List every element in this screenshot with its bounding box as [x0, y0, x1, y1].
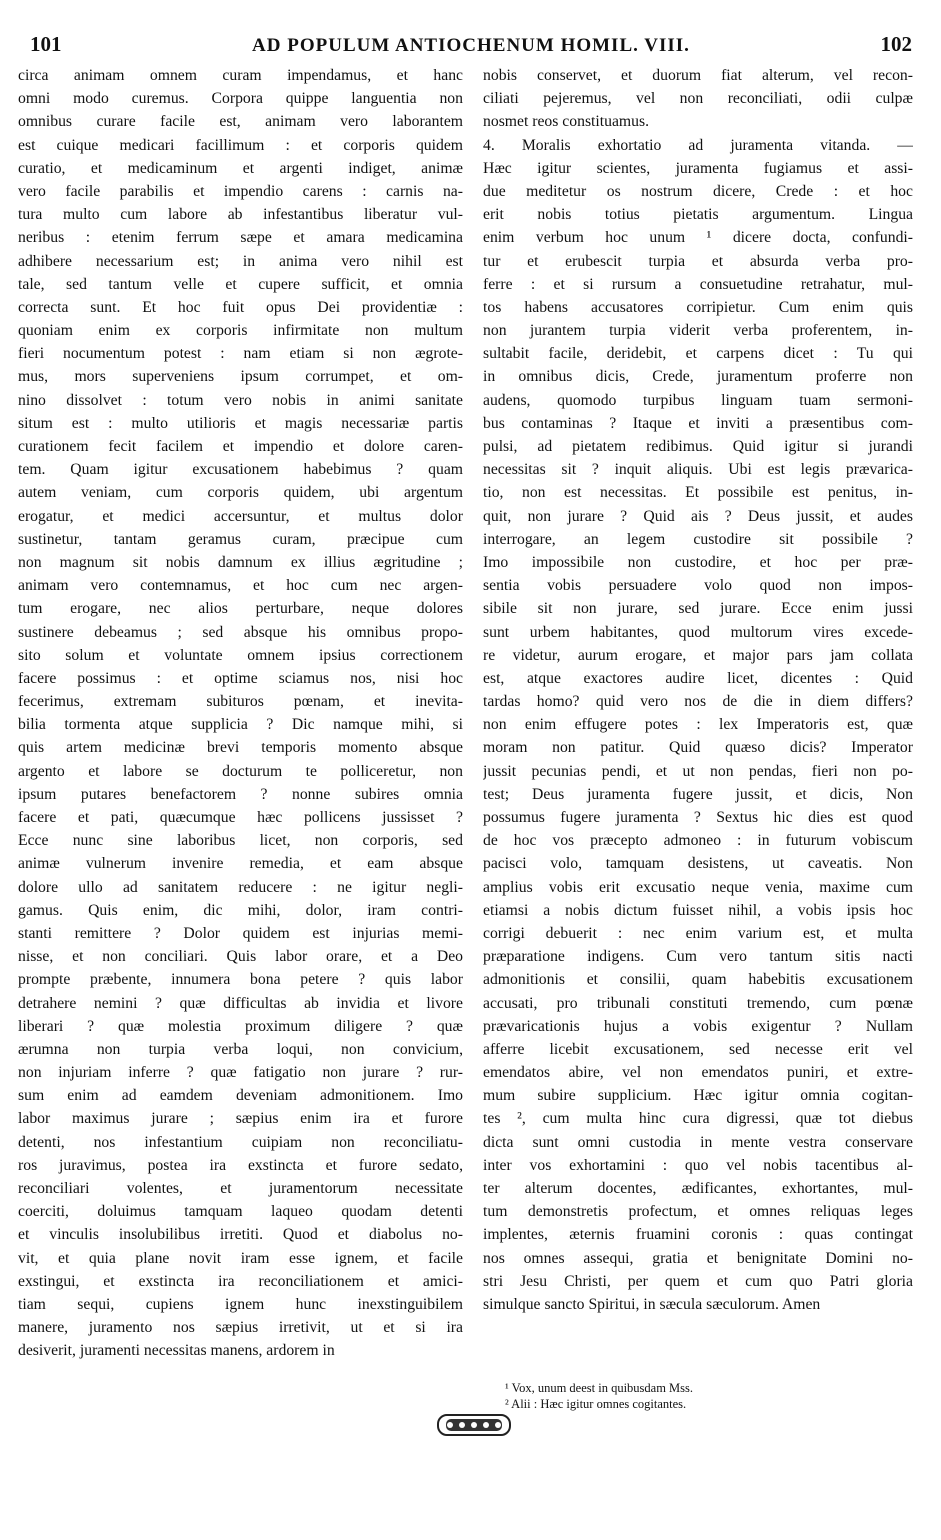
text-line: argento et labore se docturum te polliceretur, non — [18, 762, 463, 780]
text-line: curatio, et medicaminum et argenti indiget, animæ — [18, 159, 463, 177]
text-line: tos habens accusatores corripietur. Cum enim quis — [483, 298, 913, 316]
text-line: dicta sunt omni custodia in mente vestra conservare — [483, 1133, 913, 1151]
text-line: adhibere necessarium est; in anima vero nihil est — [18, 252, 463, 270]
text-line: stri Jesu Christi, per quem et cum quo Patri gloria — [483, 1272, 913, 1290]
text-line: correcta sunt. Et hoc fuit opus Dei providentiæ : — [18, 298, 463, 316]
footnotes — [505, 1380, 885, 1412]
text-line: sibile sit non jurare, sed jurare. Ecce enim jussi — [483, 600, 913, 618]
text-line: tur et erubescit turpia et absurda verba pro- — [483, 252, 913, 270]
text-line: ferre : et si rursum a consuetudine retrahatur, mul- — [483, 275, 913, 293]
text-line: liberari ? quæ molestia proximum diligere ? quæ — [18, 1017, 463, 1035]
text-line: etiamsi a nobis dictum fuisset nihil, a vobis ipsis hoc — [483, 901, 913, 919]
text-line: tale, sed tantum velle et cupere sufficit, et omnia — [18, 275, 463, 293]
text-line: præparatione indigens. Cum vero tantum sitis nacti — [483, 948, 913, 966]
text-line: quit, non jurare ? Quid ais ? Deus jussit, et audes — [483, 507, 913, 525]
text-line: detenti, nos infestantium cuipiam non reconciliatu- — [18, 1133, 463, 1151]
text-line: implentes, æternis fruamini coronis : quas contingat — [483, 1226, 913, 1244]
running-header — [30, 32, 912, 60]
text-line: pulsi, ad pietatem redibimus. Quid igitur si jurandi — [483, 438, 913, 455]
text-line: curationem fecit facilem et impendio et dolore caren- — [18, 438, 463, 455]
text-line: sustinere debeamus ; sed absque his omnibus propo- — [18, 623, 463, 641]
text-line: nos omnes assequi, gratia et benignitate Domini no- — [483, 1249, 913, 1267]
text-line: interrogare, an legem custodire sit possibile ? — [483, 530, 913, 548]
text-line: sunt urbem habitantes, quod multorum vires excede- — [483, 623, 913, 641]
text-line: bus contaminas ? Itaque et inviti a præsentibus com- — [483, 414, 913, 432]
text-line: est, atque exactores audire licet, dicentes : Quid — [483, 669, 913, 687]
text-columns — [18, 64, 912, 1404]
text-line: non injuriam inferre ? quæ fatigatio non jurare ? rur- — [18, 1064, 463, 1082]
text-line: de hoc vos præcepto admoneo : in futurum vobiscum — [483, 832, 913, 850]
text-line: tura multo cum labore ab infestantibus liberatur vul- — [18, 206, 463, 224]
text-line: tum erogare, nec alios perturbare, neque dolores — [18, 600, 463, 618]
text-line: nisse, et non conciliari. Quis labor orare, et a Deo — [18, 948, 463, 966]
text-line: tes ², cum multa hinc cura digressi, quæ tot diebus — [483, 1110, 913, 1128]
text-line: amplius vobis erit excusatio neque venia, maxime cum — [483, 878, 913, 896]
text-line: animæ vulnerum invenire remedia, et eam absque — [18, 855, 463, 873]
right-column — [483, 64, 913, 1316]
text-line: prompte præbente, innumera bona petere ? quis labor — [18, 971, 463, 989]
text-line: omnibus curare facile est, animam vero laborantem — [18, 113, 463, 131]
text-line: coerciti, doluimus tamquam laqueo quodam detenti — [18, 1203, 463, 1221]
text-line: emendatos abire, vel non emendatos puniri, et extre- — [483, 1064, 913, 1082]
text-line: sum enim ad eamdem deveniam admonitionem. Imo — [18, 1087, 463, 1105]
text-line: non enim effugere potes : lex Imperatoris est, quæ — [483, 716, 913, 734]
text-line: ærumna non turpia verba loqui, non convicium, — [18, 1040, 463, 1058]
printer-ornament-icon — [436, 1412, 512, 1438]
footnote: ¹ Vox, unum deest in quibusdam Mss. — [505, 1381, 694, 1395]
text-line: ipsum putares benefactorem ? nonne subires omnia — [18, 785, 463, 803]
text-line: circa animam omnem curam impendamus, et hanc — [18, 67, 463, 84]
text-line: facere possimus : et optime sciamus nos, nisi hoc — [18, 669, 463, 687]
text-line: mus, mors superveniens ipsum corrumpet, et om- — [18, 368, 463, 386]
text-line: nino dissolvet : totum vero nobis in animi sanitate — [18, 391, 463, 409]
text-line: corrigi debuerit : nec enim varium est, et multa — [483, 924, 913, 942]
left-column — [18, 64, 463, 1363]
text-line: dolore ullo ad sanitatem reducere : ne igitur negli- — [18, 878, 463, 896]
text-line: fieri nocumentum potest : nam etiam si non ægrote- — [18, 345, 463, 363]
text-line: neribus : etenim ferrum sæpe et amara medicamina — [18, 229, 463, 247]
text-line: mum subire supplicium. Hæc igitur omnia cogitan- — [483, 1087, 913, 1105]
text-line: sultabit facile, deridebit, et carpens dicet : Tu qui — [483, 345, 913, 363]
text-line: erogatur, et medici accersuntur, et multus dolor — [18, 507, 463, 525]
text-line: desiverit, juramenti necessitas manens, ardorem in — [18, 1342, 335, 1360]
text-line: reconciliari volentes, et juramentorum necessitate — [18, 1180, 463, 1197]
text-line: tiam sequi, cupiens ignem hunc inexstinguibilem — [18, 1295, 463, 1313]
text-line: Ecce nunc sine laboribus licet, non corporis, sed — [18, 832, 463, 850]
text-line: sentia vobis persuadere volo quod non impos- — [483, 577, 913, 595]
text-line: prævaricationis hujus a vobis exigentur ? Nullam — [483, 1017, 913, 1035]
text-line: tem. Quam igitur excusationem habebimus ? quam — [18, 461, 463, 479]
text-line: non magnum sit nobis damnum ex illius ægritudine ; — [18, 553, 463, 571]
text-line: due meditetur os nostrum dicere, Crede : et hoc — [483, 182, 913, 200]
text-line: necessitas sit ? inquit aliquis. Ubi est legis prævarica- — [483, 461, 913, 479]
running-title: AD POPULUM ANTIOCHENUM HOMIL. VIII. — [252, 35, 690, 56]
text-line: ter alterum docentes, ædificantes, exhortantes, mul- — [483, 1180, 913, 1197]
text-line: in omnibus dicis, Crede, juramentum proferre non — [483, 368, 913, 386]
text-line: manere, juramento nos sæpius irretivit, ut et si ira — [18, 1319, 463, 1337]
text-line: tardas homo? quid vero nos de die in diem differs? — [483, 693, 913, 711]
text-line: quis artem medicinæ brevi temporis momento absque — [18, 739, 463, 757]
text-line: nosmet reos constituamus. — [483, 113, 650, 131]
text-line: pacisci volo, tamquam desistens, ut caveatis. Non — [483, 855, 913, 873]
text-line: animam vero contemnamus, et hoc cum nec argen- — [18, 577, 463, 595]
text-line: fecerimus, extremam subituros pœnam, et inevita- — [18, 693, 463, 711]
text-line: vero facile parabilis et impendio carens : carnis na- — [18, 182, 463, 200]
text-line: stanti remittere ? Dolor quidem est injurias memi- — [18, 924, 463, 942]
text-line: simulque sancto Spiritui, in sæcula sæculorum. Amen — [483, 1295, 821, 1313]
text-line: sustinetur, tantam geramus curam, præcipue cum — [18, 530, 463, 548]
text-line: test; Deus juramenta fugere jussit, et dicis, Non — [483, 785, 913, 803]
text-line: enim verbum hoc unum ¹ dicere docta, confundi- — [483, 229, 913, 247]
text-line: bilia tormenta atque supplicia ? Dic namque mihi, si — [18, 716, 463, 734]
page-number-left: 101 — [30, 32, 62, 56]
text-line: Imo impossibile non custodire, et hoc per præ- — [483, 553, 913, 571]
text-line: vit, et quia plane novit iram esse ignem, et facile — [18, 1249, 463, 1267]
text-line: labor maximus jurare ; sæpius enim ira et furore — [18, 1110, 463, 1128]
text-line: moram non patitur. Quid quæso dicis? Imperator — [483, 739, 913, 757]
text-line: erit nobis totius pietatis argumentum. Lingua — [483, 206, 913, 224]
text-line: accusati, pro tribunali constituti tremendo, cum pœnæ — [483, 994, 913, 1012]
text-line: nobis conservet, et duorum fiat alterum, vel recon- — [483, 67, 913, 84]
text-line: situm est : multo utilioris et magis necessariæ partis — [18, 414, 463, 432]
text-line: detrahere nemini ? quæ difficultas ab invidia et livore — [18, 994, 463, 1012]
text-line: gamus. Quis enim, dic mihi, dolor, iram contri- — [18, 901, 463, 919]
text-line: et vinculis insolubilibus irretiti. Quod et diabolus no- — [18, 1226, 463, 1244]
text-line: admonitionis et consilii, quam habebitis excusationem — [483, 971, 913, 989]
text-line: non jurantem turpia viderit verba proferentem, in- — [483, 322, 913, 340]
text-line: facere et pati, quæcumque hæc pollicens jussisset ? — [18, 809, 463, 826]
text-line: quoniam enim ex corporis infirmitate non multum — [18, 322, 463, 340]
text-line: omni modo curemus. Corpora quippe languentia non — [18, 90, 463, 108]
text-line: possumus fugere juramenta ? Sextus hic dies est quod — [483, 809, 913, 826]
text-line: jussit pecunias pendi, et ut non pendas, fieri non po- — [483, 762, 913, 780]
footnote: ² Alii : Hæc igitur omnes cogitantes. — [505, 1397, 687, 1411]
text-line: 4. Moralis exhortatio ad juramenta vitanda. — — [483, 136, 913, 154]
text-line: ciliati pejeremus, vel non reconciliati, odii culpæ — [483, 90, 913, 108]
text-line: afferre licebit excusationem, sed necesse erit vel — [483, 1040, 913, 1058]
text-line: tum demonstretis profectum, et omnes reliquas leges — [483, 1203, 913, 1221]
text-line: exstingui, et exstincta ira reconciliationem et amici- — [18, 1272, 463, 1290]
text-line: Hæc igitur scientes, juramenta fugiamus et assi- — [483, 159, 913, 177]
text-line: est cuique medicari facillimum : et corporis quidem — [18, 136, 463, 154]
text-line: sito solum et voluntate omnem ipsius correctionem — [18, 646, 463, 664]
text-line: ros juravimus, postea ira exstincta et furore sedato, — [18, 1156, 463, 1174]
text-line: inter vos exhortamini : quo vel nobis tacentibus al- — [483, 1156, 913, 1174]
text-line: re videtur, aurum erogare, et major pars jam collata — [483, 646, 913, 664]
text-line: autem veniam, cum corporis quidem, ubi argentum — [18, 484, 463, 502]
page-number-right: 102 — [880, 32, 912, 56]
text-line: tio, non est necessitas. Et possibile est penitus, in- — [483, 484, 913, 502]
text-line: audens, quomodo turpibus linguam tuam sermoni- — [483, 391, 913, 409]
